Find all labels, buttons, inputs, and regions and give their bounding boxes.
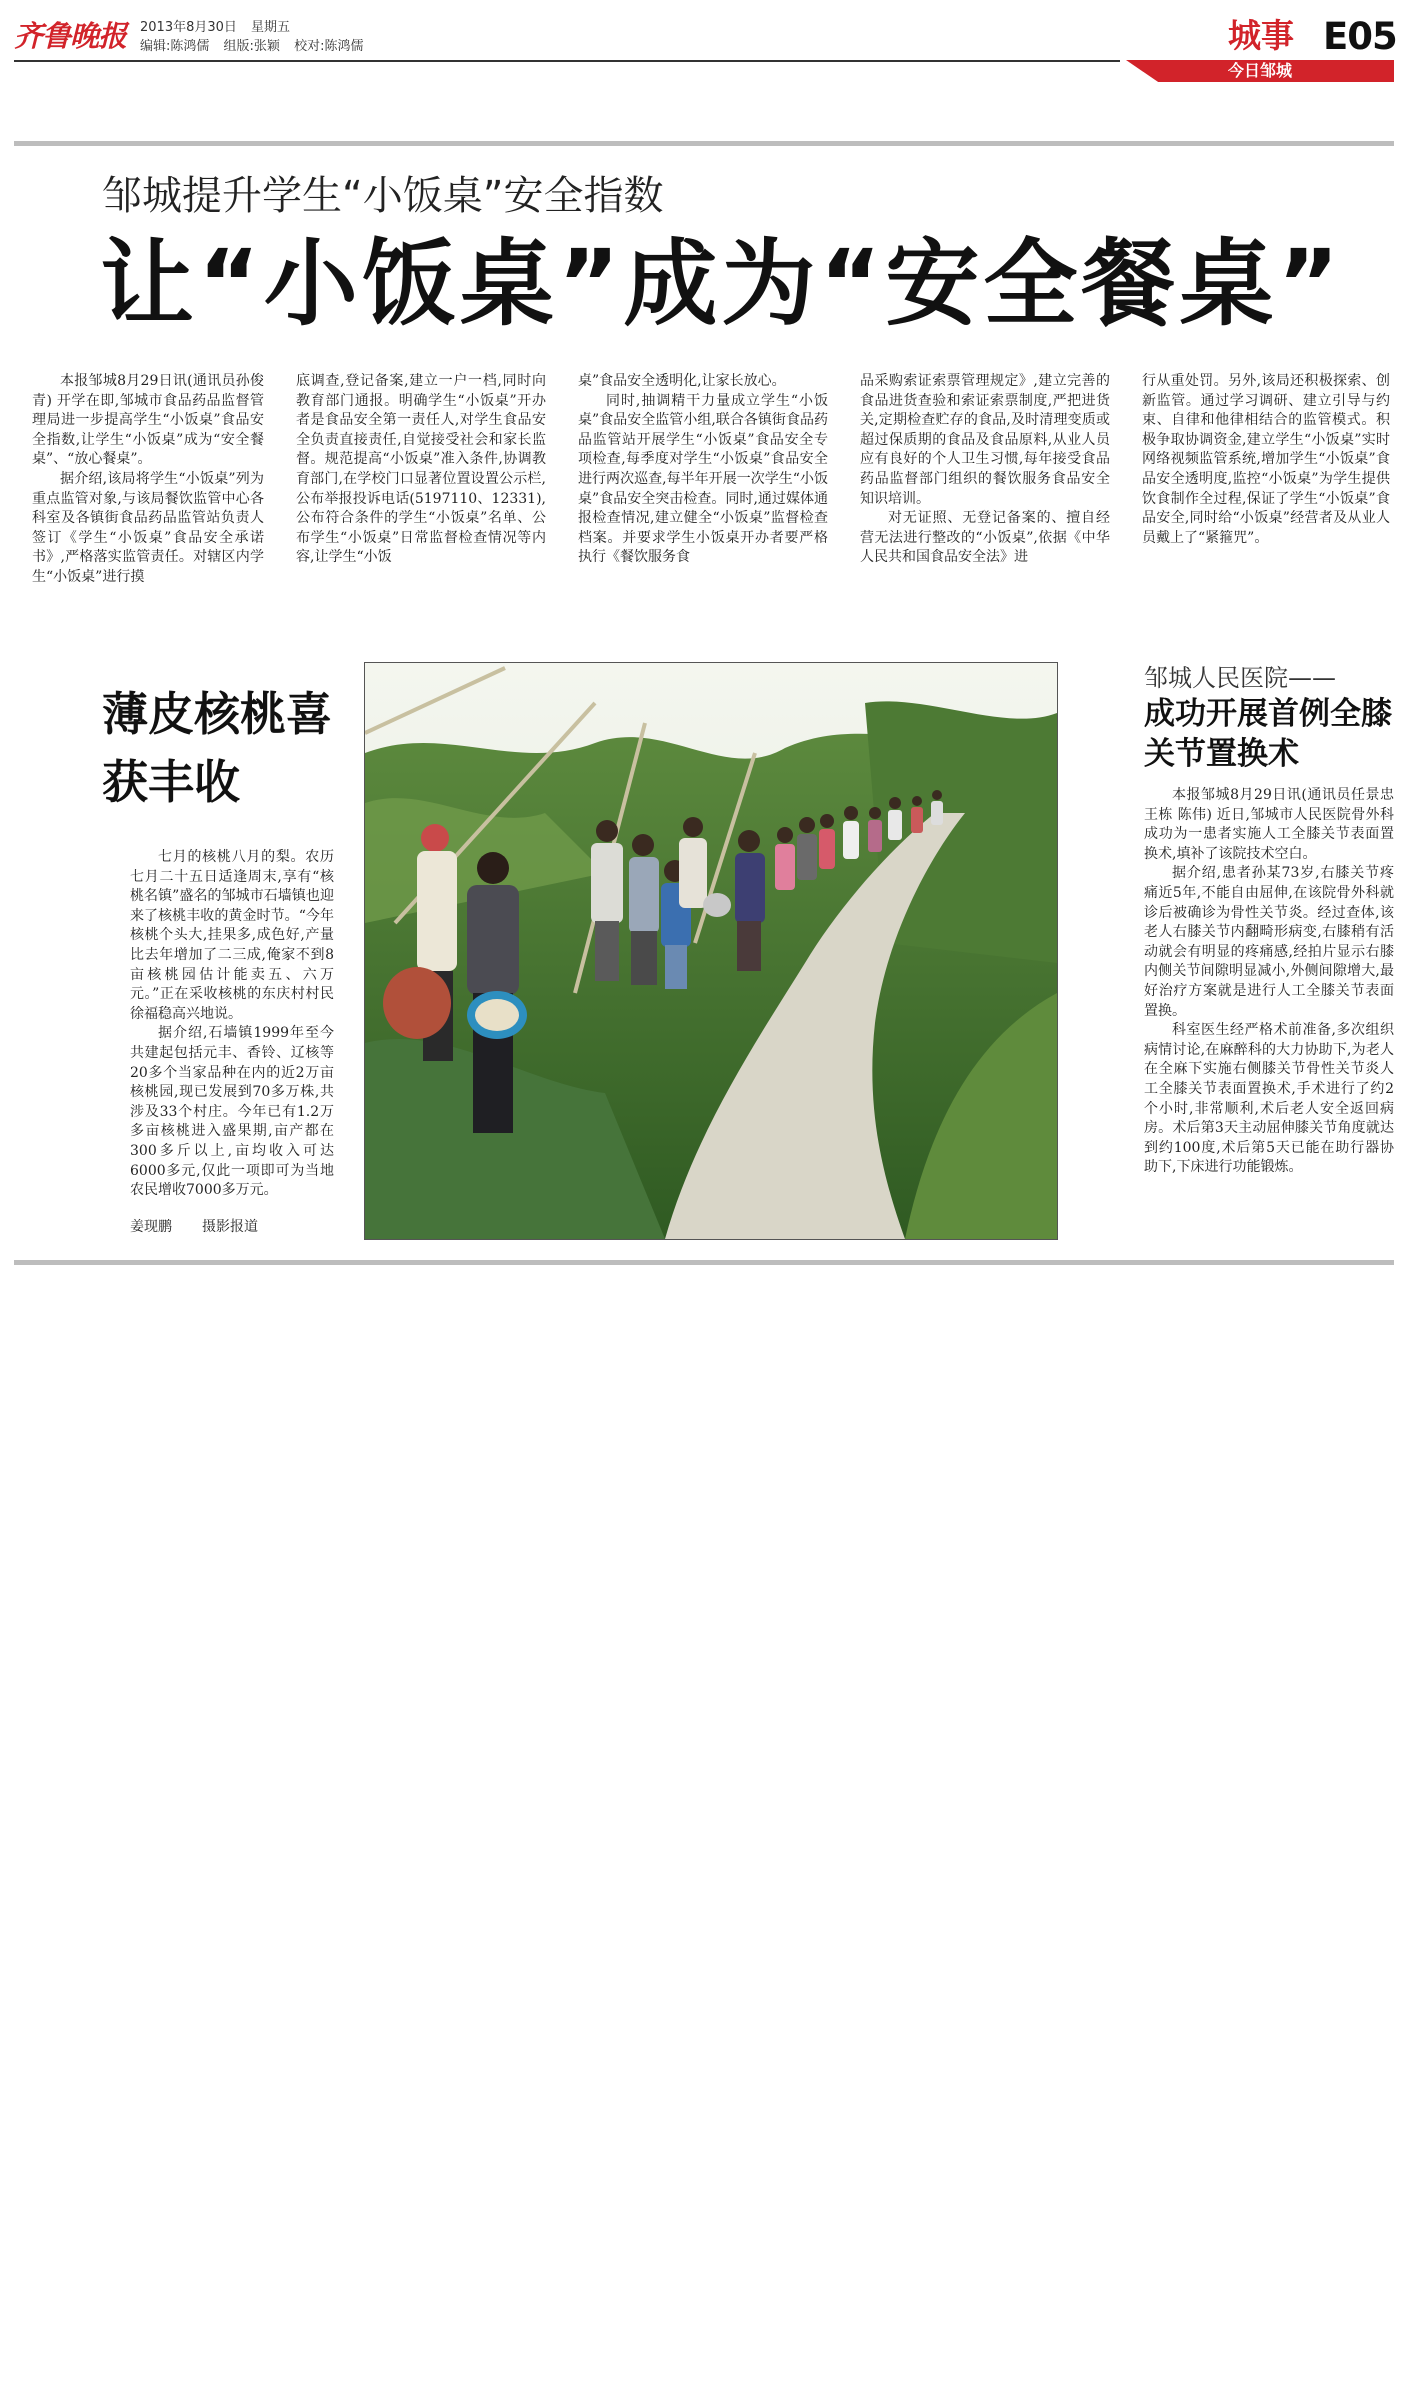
proof-credit: 校对:陈鸿儒 <box>294 39 364 54</box>
walnut-credit-type: 摄影报道 <box>202 1219 258 1235</box>
edition-tag: 今日邹城 <box>1228 61 1293 80</box>
lead-column-2 <box>296 372 546 607</box>
walnut-byline <box>102 1218 362 1238</box>
lead-paragraph: 同时,抽调精干力量成立学生“小饭桌”食品安全监管小组,联合各镇街食品药品监管站开展学生“小饭桌”食品安全专项检查,每季度对学生“小饭桌”食品安全进行两次巡查,每半年开展一次学生“小饭桌”食品安全突击检查。同时,通过媒体通报检查情况,建立健全“小饭桌”监督检查档案。并要求学生小饭桌开办者要严格执行《餐饮服务食 <box>578 392 828 566</box>
newspaper-logo: 齐鲁晚报 <box>14 19 127 53</box>
lead-paragraph: 品采购索证索票管理规定》,建立完善的食品进货查验和索证索票制度,严把进货关,定期检查贮存的食品,及时清理变质或超过保质期的食品及食品原料,从业人员应有良好的个人卫生习惯,每年接受食品药品监督部门组织的餐饮服务食品安全知识培训。 <box>860 373 1110 507</box>
hospital-headline: 成功开展首例全膝关节置换术 <box>1144 696 1392 772</box>
lead-column-3 <box>578 372 828 607</box>
page-number: E05 <box>1323 15 1397 58</box>
lead-kicker: 邹城提升学生“小饭桌”安全指数 <box>102 173 664 219</box>
hospital-paragraph: 科室医生经严格术前准备,多次组织病情讨论,在麻醉科的大力协助下,为老人在全麻下实施右侧膝关节骨性关节炎人工全膝关节表面置换术,手术进行了约2个小时,非常顺利,术后老人安全返回病房。术后第3天主动屈伸膝关节角度就达到约100度,术后第5天已能在助行器协助下,下床进行功能锻炼。 <box>1144 1022 1394 1176</box>
walnut-body <box>130 848 334 1210</box>
lead-column-5 <box>1142 372 1390 607</box>
issue-weekday: 星期五 <box>251 20 291 35</box>
layout-credit: 组版:张颖 <box>223 39 280 54</box>
issue-date-line <box>140 18 300 37</box>
lead-paragraph: 对无证照、无登记备案的、擅自经营无法进行整改的“小饭桌”,依据《中华人民共和国食品安全法》进 <box>860 510 1110 566</box>
lead-paragraph: 底调查,登记备案,建立一户一档,同时向教育部门通报。明确学生“小饭桌”开办者是食品安全第一责任人,对学生食品安全负责直接责任,自觉接受社会和家长监督。规范提高“小饭桌”准入条件,协调教育部门,在学校门口显著位置设置公示栏,公布举报投诉电话(5197110、12331),公布符合条件的学生“小饭桌”名单、公布学生“小饭桌”日常监督检查情况等内容,让学生“小饭 <box>296 373 546 566</box>
lead-paragraph: 据介绍,该局将学生“小饭桌”列为重点监管对象,与该局餐饮监管中心各科室及各镇街食品药品监管站负责人签订《学生“小饭桌”食品安全承诺书》,严格落实监管责任。对辖区内学生“小饭桌”进行摸 <box>32 470 264 585</box>
section-name: 城事 <box>1228 16 1294 55</box>
editor-credit: 编辑:陈鸿儒 <box>140 39 210 54</box>
walnut-paragraph: 七月的核桃八月的梨。农历七月二十五日适逢周末,享有“核桃名镇”盛名的邹城市石墙镇也迎来了核桃丰收的黄金时节。“今年核桃个头大,挂果多,成色好,产量比去年增加了二三成,俺家不到8亩核桃园估计能卖五、六万元。”正在采收核桃的东庆村村民徐福稳高兴地说。 <box>130 849 334 1022</box>
issue-date: 2013年8月30日 <box>140 20 237 35</box>
hospital-kicker: 邹城人民医院—— <box>1144 664 1336 692</box>
lead-paragraph: 桌”食品安全透明化,让家长放心。 <box>578 373 786 389</box>
bottom-separator <box>14 1260 1394 1265</box>
lead-paragraph: 行从重处罚。另外,该局还积极探索、创新监管。通过学习调研、建立引导与约束、自律和他律相结合的监管模式。积极争取协调资金,建立学生“小饭桌”实时网络视频监管系统,增加学生“小饭桌”食品安全透明度,监控“小饭桌”为学生提供饮食制作全过程,保证了学生“小饭桌”食品安全,同时给“小饭桌”经营者及从业人员戴上了“紧箍咒”。 <box>1142 373 1390 546</box>
lead-paragraph: 本报邹城8月29日讯(通讯员孙俊青) 开学在即,邹城市食品药品监督管理局进一步提高学生“小饭桌”食品安全指数,让学生“小饭桌”成为“安全餐桌”、“放心餐桌”。 <box>32 373 264 468</box>
hospital-body <box>1144 786 1394 1250</box>
walnut-harvest-photo <box>364 662 1058 1240</box>
lead-column-1 <box>32 372 264 607</box>
hospital-paragraph: 据介绍,患者孙某73岁,右膝关节疼痛近5年,不能自由屈伸,在该院骨外科就诊后被确诊为骨性关节炎。经过查体,该老人右膝关节内翻畸形病变,右膝稍有活动就会有明显的疼痛感,经拍片显示右膝内侧关节间隙明显减小,外侧间隙增大,最好治疗方案就是进行人工全膝关节表面置换。 <box>1144 865 1394 1019</box>
hospital-paragraph: 本报邹城8月29日讯(通讯员任景忠 王栋 陈伟) 近日,邹城市人民医院骨外科成功为一患者实施人工全膝关节表面置换术,填补了该院技术空白。 <box>1144 787 1394 862</box>
lead-headline: 让“小饭桌”成为“安全餐桌” <box>100 230 1344 339</box>
top-separator <box>14 141 1394 146</box>
walnut-paragraph: 据介绍,石墙镇1999年至今共建起包括元丰、香铃、辽核等20多个当家品种在内的近2万亩核桃园,现已发展到70多万株,共涉及33个村庄。今年已有1.2万多亩核桃进入盛果期,亩产都在300多斤以上,亩均收入可达6000多元,仅此一项即可为当地农民增收7000多万元。 <box>130 1025 334 1199</box>
masthead-rule <box>14 60 1120 62</box>
walnut-reporter: 姜现鹏 <box>130 1219 172 1235</box>
staff-credits <box>140 37 373 56</box>
lead-column-4 <box>860 372 1110 607</box>
walnut-headline: 薄皮核桃喜获丰收 <box>102 687 332 809</box>
